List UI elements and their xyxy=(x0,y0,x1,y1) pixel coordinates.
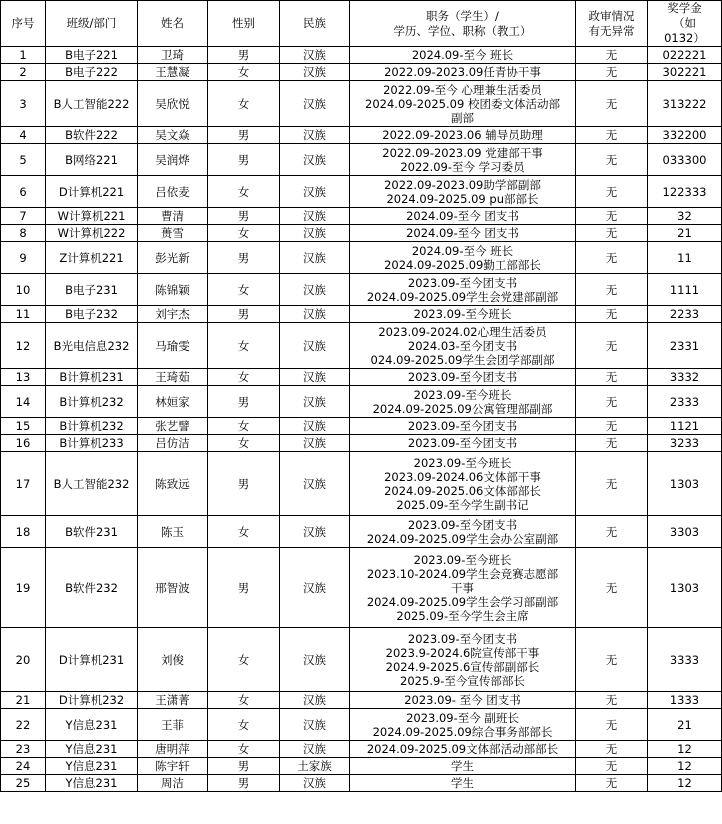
row-class: B计算机232 xyxy=(46,418,138,435)
duty-line: 2023.09-2024.06文体部干事 xyxy=(384,469,541,484)
row-class: Z计算机221 xyxy=(46,242,138,274)
row-class: B电子222 xyxy=(46,64,138,81)
row-award: 1333 xyxy=(648,692,722,709)
row-ethnicity: 汉族 xyxy=(280,323,350,369)
row-class: B电子232 xyxy=(46,306,138,323)
table-row xyxy=(1,435,722,452)
header-gender: 性别 xyxy=(208,1,280,47)
row-number: 9 xyxy=(1,242,46,274)
row-name: 吴欣悦 xyxy=(138,81,208,127)
duty-line: 2023.09-至今团支书 xyxy=(407,517,518,532)
row-duties xyxy=(350,274,576,306)
row-award: 122333 xyxy=(648,176,722,208)
row-gender: 男 xyxy=(208,386,280,418)
duty-line: 2022.09-2023.09任青协干事 xyxy=(384,65,541,79)
row-award: 3332 xyxy=(648,369,722,386)
row-ethnicity: 汉族 xyxy=(280,225,350,242)
row-class: D计算机231 xyxy=(46,628,138,692)
row-award: 3303 xyxy=(648,516,722,548)
row-number: 17 xyxy=(1,452,46,516)
duty-line: 2023.9-2024.6院宣传部干事 xyxy=(385,645,540,660)
row-ethnicity: 汉族 xyxy=(280,692,350,709)
duty-line: 2023.09-至今班长 xyxy=(413,307,512,321)
duty-line: 024.09-2025.09学生会团学部副部 xyxy=(370,352,555,367)
row-ethnicity: 土家族 xyxy=(280,758,350,775)
table-row xyxy=(1,144,722,176)
row-name: 吕仿洁 xyxy=(138,435,208,452)
row-class: B电子221 xyxy=(46,47,138,64)
row-duties xyxy=(350,418,576,435)
row-award: 033300 xyxy=(648,144,722,176)
row-review: 无 xyxy=(576,127,648,144)
duty-line: 学生 xyxy=(451,759,474,773)
row-award: 32 xyxy=(648,208,722,225)
header-name: 姓名 xyxy=(138,1,208,47)
row-gender: 男 xyxy=(208,758,280,775)
row-class: B电子231 xyxy=(46,274,138,306)
row-class: B人工智能222 xyxy=(46,81,138,127)
duty-line: 2025.09-至今学生副书记 xyxy=(396,497,529,512)
row-number: 22 xyxy=(1,709,46,741)
table-row xyxy=(1,692,722,709)
row-name: 周洁 xyxy=(138,775,208,792)
row-name: 王琦茹 xyxy=(138,369,208,386)
duty-line: 2024.09-2025.09文体部活动部部长 xyxy=(366,742,559,756)
row-name: 陈宇轩 xyxy=(138,758,208,775)
row-name: 王潇菁 xyxy=(138,692,208,709)
row-duties xyxy=(350,323,576,369)
row-gender: 女 xyxy=(208,741,280,758)
row-number: 21 xyxy=(1,692,46,709)
row-name: 吴润烨 xyxy=(138,144,208,176)
header-award-line: （如 xyxy=(673,16,696,30)
row-review: 无 xyxy=(576,144,648,176)
row-ethnicity: 汉族 xyxy=(280,435,350,452)
duty-line: 2022.09-至今 心理兼生活委员 xyxy=(383,82,542,97)
row-ethnicity: 汉族 xyxy=(280,709,350,741)
header-review xyxy=(576,1,648,47)
row-class: B软件231 xyxy=(46,516,138,548)
duty-line: 2025.9-至今宣传部部长 xyxy=(400,673,525,688)
row-gender: 女 xyxy=(208,435,280,452)
row-ethnicity: 汉族 xyxy=(280,64,350,81)
row-class: B人工智能232 xyxy=(46,452,138,516)
duty-line: 2024.09-2025.09公寓管理部副部 xyxy=(372,401,553,416)
row-ethnicity: 汉族 xyxy=(280,516,350,548)
row-number: 2 xyxy=(1,64,46,81)
duty-line: 2023.09-至今班长 xyxy=(413,387,512,402)
row-gender: 女 xyxy=(208,81,280,127)
row-name: 王慧凝 xyxy=(138,64,208,81)
row-duties xyxy=(350,386,576,418)
table-row xyxy=(1,548,722,628)
duty-line: 2024.09-至今 团支书 xyxy=(406,209,519,223)
header-award xyxy=(648,1,722,47)
row-number: 7 xyxy=(1,208,46,225)
row-name: 刘宇杰 xyxy=(138,306,208,323)
row-number: 24 xyxy=(1,758,46,775)
duty-line: 2024.9-2025.6宣传部副部长 xyxy=(385,659,540,674)
row-review: 无 xyxy=(576,225,648,242)
row-ethnicity: 汉族 xyxy=(280,127,350,144)
table-row xyxy=(1,64,722,81)
row-class: Y信息231 xyxy=(46,758,138,775)
header-ethnicity: 民族 xyxy=(280,1,350,47)
row-review: 无 xyxy=(576,692,648,709)
row-gender: 男 xyxy=(208,242,280,274)
row-review: 无 xyxy=(576,81,648,127)
duty-line: 2025.09-至今学生会主席 xyxy=(396,608,529,623)
row-duties xyxy=(350,81,576,127)
row-gender: 女 xyxy=(208,225,280,242)
row-award: 12 xyxy=(648,758,722,775)
row-gender: 女 xyxy=(208,692,280,709)
row-number: 23 xyxy=(1,741,46,758)
row-gender: 男 xyxy=(208,208,280,225)
row-class: B光电信息232 xyxy=(46,323,138,369)
row-duties xyxy=(350,758,576,775)
row-review: 无 xyxy=(576,369,648,386)
row-award: 11 xyxy=(648,242,722,274)
row-name: 林姮家 xyxy=(138,386,208,418)
row-number: 14 xyxy=(1,386,46,418)
table-row xyxy=(1,418,722,435)
table-row xyxy=(1,274,722,306)
row-duties xyxy=(350,452,576,516)
table-row xyxy=(1,516,722,548)
duty-line: 2023.09-至今班长 xyxy=(413,552,512,567)
row-class: D计算机221 xyxy=(46,176,138,208)
table-row xyxy=(1,47,722,64)
row-number: 13 xyxy=(1,369,46,386)
row-ethnicity: 汉族 xyxy=(280,306,350,323)
row-ethnicity: 汉族 xyxy=(280,81,350,127)
row-gender: 男 xyxy=(208,548,280,628)
table-row xyxy=(1,628,722,692)
row-class: B软件232 xyxy=(46,548,138,628)
duty-line: 2024.09-2025.09学生会党建部副部 xyxy=(366,289,559,304)
row-number: 16 xyxy=(1,435,46,452)
row-review: 无 xyxy=(576,516,648,548)
table-row xyxy=(1,208,722,225)
row-review: 无 xyxy=(576,435,648,452)
row-award: 022221 xyxy=(648,47,722,64)
row-class: D计算机232 xyxy=(46,692,138,709)
row-class: B软件222 xyxy=(46,127,138,144)
table-row xyxy=(1,176,722,208)
header-duty xyxy=(350,1,576,47)
duty-line: 副部 xyxy=(451,110,474,125)
header-no: 序号 xyxy=(1,1,46,47)
duty-line: 2024.09-2025.09 pu部部长 xyxy=(386,191,539,206)
duty-line: 2023.09-2024.02心理生活委员 xyxy=(378,324,547,339)
row-gender: 男 xyxy=(208,775,280,792)
row-class: B计算机232 xyxy=(46,386,138,418)
row-duties xyxy=(350,709,576,741)
duty-line: 2024.03-至今团支书 xyxy=(407,338,518,353)
row-award: 21 xyxy=(648,225,722,242)
table-row xyxy=(1,242,722,274)
row-duties xyxy=(350,127,576,144)
row-duties xyxy=(350,775,576,792)
table-row xyxy=(1,452,722,516)
row-number: 6 xyxy=(1,176,46,208)
duty-line: 2023.09-至今团支书 xyxy=(407,631,518,646)
duty-line: 2023.09- 至今 团支书 xyxy=(404,693,521,707)
row-review: 无 xyxy=(576,47,648,64)
row-ethnicity: 汉族 xyxy=(280,775,350,792)
row-number: 15 xyxy=(1,418,46,435)
row-name: 唐明萍 xyxy=(138,741,208,758)
row-review: 无 xyxy=(576,64,648,81)
row-duties xyxy=(350,47,576,64)
row-review: 无 xyxy=(576,274,648,306)
row-award: 1303 xyxy=(648,452,722,516)
duty-line: 2024.09-2025.09综合事务部部长 xyxy=(372,724,553,739)
row-review: 无 xyxy=(576,386,648,418)
row-name: 陈致远 xyxy=(138,452,208,516)
row-gender: 女 xyxy=(208,516,280,548)
row-award: 332200 xyxy=(648,127,722,144)
row-name: 陈玉 xyxy=(138,516,208,548)
row-name: 吴文焱 xyxy=(138,127,208,144)
row-ethnicity: 汉族 xyxy=(280,274,350,306)
row-class: Y信息231 xyxy=(46,775,138,792)
row-award: 2233 xyxy=(648,306,722,323)
duty-line: 干事 xyxy=(451,580,474,595)
row-gender: 女 xyxy=(208,323,280,369)
row-name: 马瑜雯 xyxy=(138,323,208,369)
row-review: 无 xyxy=(576,775,648,792)
table-row xyxy=(1,81,722,127)
row-award: 1121 xyxy=(648,418,722,435)
table-row xyxy=(1,225,722,242)
row-ethnicity: 汉族 xyxy=(280,47,350,64)
duty-line: 2024.09-至今 班长 xyxy=(411,243,514,258)
duty-line: 2023.10-2024.09学生会竞赛志愿部 xyxy=(366,566,559,581)
row-duties xyxy=(350,144,576,176)
row-ethnicity: 汉族 xyxy=(280,418,350,435)
row-award: 3233 xyxy=(648,435,722,452)
row-review: 无 xyxy=(576,628,648,692)
row-award: 1303 xyxy=(648,548,722,628)
row-number: 8 xyxy=(1,225,46,242)
table-row xyxy=(1,386,722,418)
row-number: 18 xyxy=(1,516,46,548)
header-review-line: 政审情况 xyxy=(588,8,635,23)
row-ethnicity: 汉族 xyxy=(280,242,350,274)
header-award-line: 0132） xyxy=(664,31,705,45)
header-class: 班级/部门 xyxy=(46,1,138,47)
row-duties xyxy=(350,242,576,274)
row-name: 曹清 xyxy=(138,208,208,225)
row-review: 无 xyxy=(576,741,648,758)
table-row xyxy=(1,127,722,144)
row-review: 无 xyxy=(576,323,648,369)
row-name: 陈锦颖 xyxy=(138,274,208,306)
row-number: 4 xyxy=(1,127,46,144)
row-number: 1 xyxy=(1,47,46,64)
row-gender: 女 xyxy=(208,176,280,208)
row-number: 10 xyxy=(1,274,46,306)
header-duty-line: 学历、学位、职称（教工） xyxy=(393,23,532,38)
table-row xyxy=(1,709,722,741)
duty-line: 2023.09-至今团支书 xyxy=(407,436,518,450)
row-gender: 男 xyxy=(208,306,280,323)
row-name: 吕依麦 xyxy=(138,176,208,208)
row-name: 王菲 xyxy=(138,709,208,741)
row-duties xyxy=(350,435,576,452)
duty-line: 2023.09-至今班长 xyxy=(413,455,512,470)
duty-line: 2024.09-2025.09学生会学习部副部 xyxy=(366,594,559,609)
duty-line: 2024.09-至今 班长 xyxy=(411,48,514,62)
row-gender: 男 xyxy=(208,452,280,516)
duty-line: 2022.09-至今 学习委员 xyxy=(400,159,525,174)
duty-line: 2022.09-2023.09 党建部干事 xyxy=(382,145,543,160)
table-row xyxy=(1,775,722,792)
row-number: 20 xyxy=(1,628,46,692)
row-ethnicity: 汉族 xyxy=(280,548,350,628)
row-review: 无 xyxy=(576,548,648,628)
duty-line: 2024.09-2025.09学生会办公室副部 xyxy=(366,531,559,546)
row-ethnicity: 汉族 xyxy=(280,369,350,386)
row-award: 2333 xyxy=(648,386,722,418)
row-review: 无 xyxy=(576,306,648,323)
row-review: 无 xyxy=(576,758,648,775)
row-class: W计算机221 xyxy=(46,208,138,225)
row-review: 无 xyxy=(576,452,648,516)
row-duties xyxy=(350,516,576,548)
duty-line: 学生 xyxy=(451,776,474,790)
duty-line: 2023.09-至今团支书 xyxy=(407,419,518,433)
row-duties xyxy=(350,692,576,709)
row-award: 2331 xyxy=(648,323,722,369)
row-class: B网络221 xyxy=(46,144,138,176)
row-award: 302221 xyxy=(648,64,722,81)
row-class: B计算机233 xyxy=(46,435,138,452)
row-name: 张艺譬 xyxy=(138,418,208,435)
row-ethnicity: 汉族 xyxy=(280,628,350,692)
row-review: 无 xyxy=(576,709,648,741)
row-number: 11 xyxy=(1,306,46,323)
row-gender: 男 xyxy=(208,47,280,64)
duty-line: 2024.09-2025.06文体部部长 xyxy=(384,483,541,498)
table-row xyxy=(1,369,722,386)
row-award: 21 xyxy=(648,709,722,741)
row-duties xyxy=(350,176,576,208)
row-duties xyxy=(350,741,576,758)
row-name: 卫琦 xyxy=(138,47,208,64)
row-number: 12 xyxy=(1,323,46,369)
row-class: B计算机231 xyxy=(46,369,138,386)
table-row xyxy=(1,758,722,775)
row-gender: 男 xyxy=(208,127,280,144)
row-number: 5 xyxy=(1,144,46,176)
row-duties xyxy=(350,548,576,628)
duty-line: 2024.09-至今 团支书 xyxy=(406,226,519,240)
row-duties xyxy=(350,628,576,692)
row-number: 19 xyxy=(1,548,46,628)
row-review: 无 xyxy=(576,208,648,225)
row-duties xyxy=(350,306,576,323)
row-number: 3 xyxy=(1,81,46,127)
row-ethnicity: 汉族 xyxy=(280,144,350,176)
row-class: Y信息231 xyxy=(46,709,138,741)
duty-line: 2024.09-2025.09 校团委文体活动部 xyxy=(365,96,560,111)
duty-line: 2023.09-至今 副班长 xyxy=(406,710,519,725)
row-award: 1111 xyxy=(648,274,722,306)
row-number: 25 xyxy=(1,775,46,792)
row-name: 邢智波 xyxy=(138,548,208,628)
row-duties xyxy=(350,225,576,242)
row-review: 无 xyxy=(576,176,648,208)
duty-line: 2024.09-2025.09勤工部部长 xyxy=(384,257,541,272)
duty-line: 2023.09-至今团支书 xyxy=(407,275,518,290)
row-award: 313222 xyxy=(648,81,722,127)
header-award-line: 奖学金 xyxy=(667,1,702,15)
row-duties xyxy=(350,64,576,81)
row-ethnicity: 汉族 xyxy=(280,386,350,418)
duty-line: 2022.09-2023.06 辅导员助理 xyxy=(382,128,543,142)
duty-line: 2022.09-2023.09助学部副部 xyxy=(384,177,541,192)
row-duties xyxy=(350,208,576,225)
row-review: 无 xyxy=(576,418,648,435)
row-award: 3333 xyxy=(648,628,722,692)
row-gender: 女 xyxy=(208,418,280,435)
table-row xyxy=(1,306,722,323)
row-name: 蒉雪 xyxy=(138,225,208,242)
row-ethnicity: 汉族 xyxy=(280,741,350,758)
row-gender: 女 xyxy=(208,709,280,741)
row-ethnicity: 汉族 xyxy=(280,208,350,225)
duty-line: 2023.09-至今团支书 xyxy=(407,370,518,384)
row-ethnicity: 汉族 xyxy=(280,452,350,516)
row-award: 12 xyxy=(648,775,722,792)
table-row xyxy=(1,741,722,758)
row-duties xyxy=(350,369,576,386)
table-row xyxy=(1,323,722,369)
header-duty-line: 职务（学生）/ xyxy=(426,8,499,23)
row-gender: 女 xyxy=(208,274,280,306)
row-class: Y信息231 xyxy=(46,741,138,758)
row-class: W计算机222 xyxy=(46,225,138,242)
row-ethnicity: 汉族 xyxy=(280,176,350,208)
row-gender: 男 xyxy=(208,144,280,176)
row-gender: 女 xyxy=(208,628,280,692)
row-gender: 女 xyxy=(208,369,280,386)
header-row xyxy=(1,1,722,47)
row-award: 12 xyxy=(648,741,722,758)
row-name: 刘俊 xyxy=(138,628,208,692)
header-review-line: 有无异常 xyxy=(588,23,635,38)
row-review: 无 xyxy=(576,242,648,274)
row-gender: 女 xyxy=(208,64,280,81)
row-name: 彭光新 xyxy=(138,242,208,274)
